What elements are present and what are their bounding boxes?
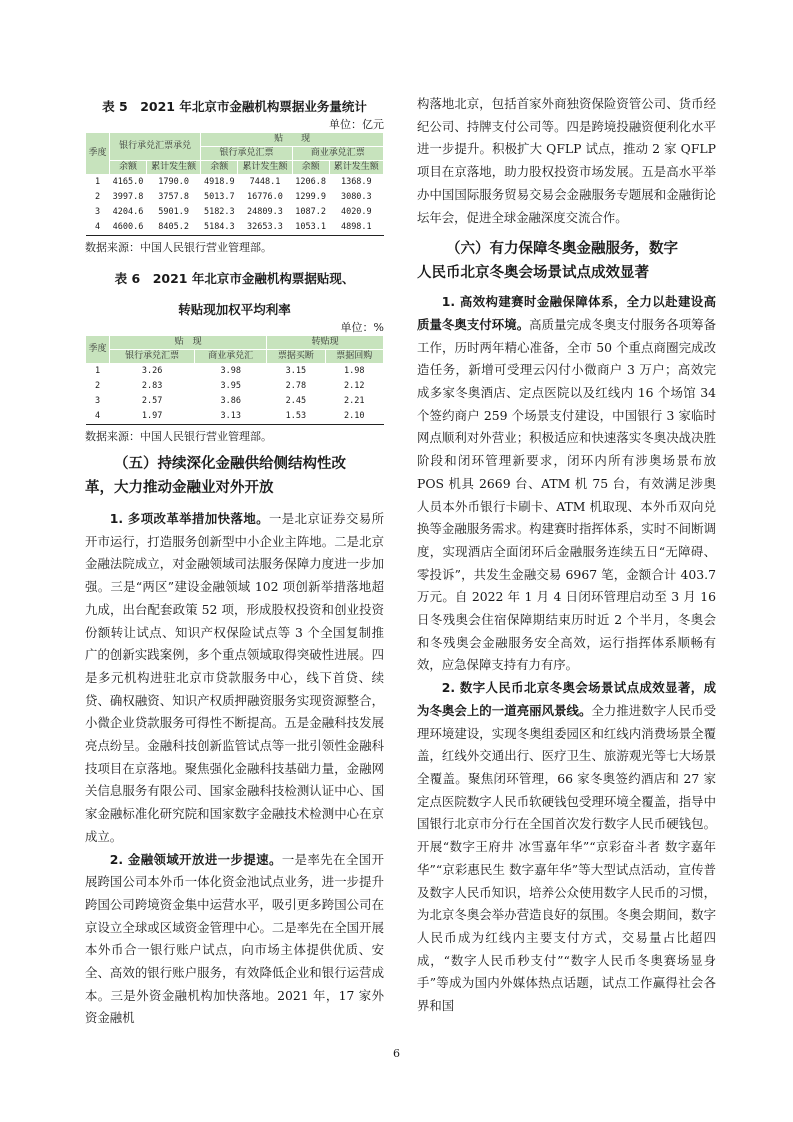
table-cell: 1.97 xyxy=(141,411,163,421)
table5-header-discount: 贴 现 xyxy=(201,133,384,147)
table-cell: 4165.0 xyxy=(112,177,144,187)
section5-heading xyxy=(85,452,384,500)
table6-source: 数据来源：中国人民银行营业管理部。 xyxy=(85,430,272,443)
paragraph-lead: 1. 多项改革举措加快落地。 xyxy=(109,511,269,526)
table5-sub-cumulative: 累计发生额 xyxy=(238,161,292,175)
table-cell: 1299.9 xyxy=(295,192,326,202)
table-cell: 1368.9 xyxy=(340,177,372,187)
section5-heading-line2: 革，大力推动金融业对外开放 xyxy=(85,480,274,496)
paragraph-text: 一是北京证券交易所开市运行，打造服务创新型中小企业主阵地。二是北京金融法院成立，对金融领域司法服务保障力度进一步加强。三是“两区”建设金融领域 102 项创新举措落地超九成，出台配套政策 52 项，形成股权投资和创业投资份额转让试点、知识产权保险试点等 3 个全国复制推广的创新实践案例，多个重点领域取得突破性进展。四是多元机构进驻北京市贷款服务中心，线下首贷、续贷、确权融资、知识产权质押融资服务实现资源整合，小微企业贷款服务可得性不断提高。五是金融科技发展亮点纷呈。金融科技创新监管试点等一批引领性金融科技项目在京落地。聚焦强化金融科技基础力量，金融网关信息服务有限公司、国家金融科技检测认证中心、国家金融标准化研究院和国家数字金融技术检测中心在京成立。 xyxy=(85,511,384,844)
table-cell: 1.53 xyxy=(285,411,307,421)
section5-heading-line1: （五）持续深化金融供给侧结构性改 xyxy=(114,456,346,472)
right-column xyxy=(417,93,716,1018)
table-row xyxy=(86,409,384,425)
table-row xyxy=(86,175,384,191)
table-cell: 2 xyxy=(94,381,101,391)
table-cell: 1.98 xyxy=(344,366,365,376)
paragraph-financial-opening xyxy=(85,849,384,1031)
table-cell: 4 xyxy=(94,411,101,421)
table6-sub-buyout: 票据买断 xyxy=(267,350,325,364)
table-cell: 4 xyxy=(94,222,101,232)
table-cell: 4204.6 xyxy=(112,207,144,217)
table-cell: 5901.9 xyxy=(158,207,190,217)
table6-sub-commercial-bill: 商业承兑汇 xyxy=(195,350,267,364)
paragraph-lead: 2. 数字人民币北京冬奥会场景试点成效显著，成为冬奥会上的一道亮丽风景线。 xyxy=(417,680,716,718)
table-cell: 1206.8 xyxy=(295,177,326,187)
table6-title-line2: 转贴现加权平均利率 xyxy=(178,302,291,317)
table5-sub-cumulative: 累计发生额 xyxy=(147,161,201,175)
table-cell: 4918.9 xyxy=(203,177,235,187)
table-cell: 2.83 xyxy=(141,381,163,391)
table-cell: 8405.2 xyxy=(158,222,190,232)
table5-block xyxy=(85,98,384,255)
table-cell: 5013.7 xyxy=(203,192,235,202)
table-cell: 1 xyxy=(94,177,101,187)
table5-sub-cumulative: 累计发生额 xyxy=(329,161,383,175)
paragraph-text: 全力推进数字人民币受理环境建设，实现冬奥组委园区和红线内消费场景全覆盖，红线外交通出行、医疗卫生、旅游观光等七大场景全覆盖。聚焦闭环管理，66 家冬奥签约酒店和 27 家定点医院数字人民币软硬钱包受理环境全覆盖，指导中国银行北京市分行在全国首次发行数字人民币硬钱包。开展“数字王府井 冰雪嘉年华”“京彩奋斗者 数字嘉年华”“京彩惠民生 数字嘉年华”等大型试点活动，宣传普及数字人民币知识，培养公众使用数字人民币的习惯，为北京冬奥会举办营造良好的氛围。冬奥会期间，数字人民币成为红线内主要支付方式，交易量占比超四成，“数字人民币秒支付”“数字人民币冬奥赛场显身手”等成为国内外媒体热点话题，试点工作赢得社会各界和国 xyxy=(417,702,717,1014)
table6-sub-repo: 票据回购 xyxy=(325,350,383,364)
table5-sub-balance: 余额 xyxy=(201,161,238,175)
table-cell: 2.12 xyxy=(344,381,365,391)
table-cell: 3757.8 xyxy=(158,192,190,202)
table6-header-discount: 贴 现 xyxy=(110,336,267,350)
table5-header-commercial-bill: 商业承兑汇票 xyxy=(292,147,383,161)
section6-heading xyxy=(417,237,716,285)
table5-source: 数据来源：中国人民银行营业管理部。 xyxy=(85,241,272,254)
table6-sub-bank-bill: 银行承兑汇票 xyxy=(110,350,195,364)
table5-header-bank-bill: 银行承兑汇票 xyxy=(201,147,292,161)
table-row xyxy=(86,190,384,205)
table-cell: 7448.1 xyxy=(249,177,281,187)
table5-sub-balance: 余额 xyxy=(110,161,147,175)
table-cell: 3.13 xyxy=(220,411,241,421)
paragraph-text: 一是率先在全国开展跨国公司本外币一体化资金池试点业务，进一步提升跨国公司跨境资金集中运营水平，吸引更多跨国公司在京设立全球或区域资金管理中心。二是率先在全国开展本外币合一银行账户试点，向市场主体提供优质、安全、高效的银行账户服务，有效降低企业和银行运营成本。三是外资金融机构加快落地。2021 年，17 家外资金融机 xyxy=(85,851,384,1026)
table-cell: 32653.3 xyxy=(247,222,283,232)
table-row xyxy=(86,220,384,236)
paragraph-continued: 构落地北京，包括首家外商独资保险资管公司、货币经纪公司、持牌支付公司等。四是跨境投融资便利化水平进一步提升。积极扩大 QFLP 试点，推动 2 家 QFLP 项目在京落地，助力股权投资市场发展。五是高水平举办中国国际服务贸易交易会金融服务专题展和金融街论坛年会，促进全球金融深度交流合作。 xyxy=(417,96,716,225)
table-cell: 1 xyxy=(94,366,101,376)
paragraph-olympic-payment xyxy=(417,291,716,677)
table-cell: 4020.9 xyxy=(340,207,372,217)
table-cell: 2.78 xyxy=(285,381,307,391)
paragraph-lead: 1. 高效构建赛时金融保障体系，全力以赴建设高质量冬奥支付环境。 xyxy=(417,294,716,332)
table-cell: 5184.3 xyxy=(203,222,235,232)
table5-unit: 单位：亿元 xyxy=(329,118,384,131)
table-cell: 2.21 xyxy=(344,396,365,406)
table-cell: 5182.3 xyxy=(203,207,235,217)
table6 xyxy=(85,335,384,425)
table5 xyxy=(85,132,384,236)
paragraph-text: 高质量完成冬奥支付服务各项筹备工作，历时两年精心准备，全市 50 个重点商圈完成改造任务，新增可受理云闪付小微商户 3 万户；高效完成多家冬奥酒店、定点医院以及红线内 16 个场馆 34 个签约商户 259 个场景支付建设，中国银行 3 家临时网点顺利对外营业；积极适应和快速落实冬奥决战决胜阶段和闭环管理新要求，闭环内所有涉奥场景布放 POS 机具 2669 台、ATM 机 75 台，有效满足涉奥人员本外币银行卡刷卡、ATM 机取现、本外币双向兑换等金融服务需求。构建赛时指挥体系，实时不间断调度，实现酒店全面闭环后金融服务连续五日“无障碍、零投诉”，共发生金融交易 6967 笔，金额合计 403.7 万元。自 2022 年 1 月 4 日闭环管理启动至 3 月 16 日冬残奥会住宿保障期结束历时近 2 个半月，冬奥会和冬残奥会金融服务安全高效，运行指挥体系顺畅有效，应急保障支持有力有序。 xyxy=(417,316,717,673)
table-cell: 2.45 xyxy=(285,396,307,406)
paragraph-lead: 2. 金融领域开放进一步提速。 xyxy=(109,851,282,867)
table-row xyxy=(86,364,384,380)
table5-header-quarter: 季度 xyxy=(86,133,110,175)
table-row xyxy=(86,394,384,409)
table-cell: 1087.2 xyxy=(295,207,326,217)
table-cell: 3.98 xyxy=(220,366,241,376)
left-column xyxy=(85,96,384,1030)
table-cell: 4600.6 xyxy=(112,222,144,232)
table5-sub-balance: 余额 xyxy=(292,161,329,175)
table6-unit: 单位：% xyxy=(340,321,384,334)
table-cell: 3.26 xyxy=(141,366,163,376)
table-cell: 2.10 xyxy=(344,411,365,421)
table-cell: 4898.1 xyxy=(340,222,372,232)
table5-header-bank-accept: 银行承兑汇票承兑 xyxy=(110,133,201,161)
table-cell: 16776.0 xyxy=(247,192,283,202)
table-row xyxy=(86,379,384,394)
table6-header-rediscount: 转贴现 xyxy=(267,336,384,350)
section6-heading-line1: （六）有力保障冬奥金融服务，数字 xyxy=(446,241,678,258)
paragraph-reform-measures xyxy=(85,508,384,849)
table-cell: 1790.0 xyxy=(158,177,190,187)
table-cell: 3.86 xyxy=(220,396,241,406)
table6-block xyxy=(85,270,384,444)
table6-header-quarter: 季度 xyxy=(86,336,110,364)
section6-heading-line2: 人民币北京冬奥会场景试点成效显著 xyxy=(417,265,649,282)
table-cell: 24809.3 xyxy=(247,207,283,217)
table-cell: 3997.8 xyxy=(112,192,144,202)
table-cell: 3.15 xyxy=(285,366,307,376)
table-cell: 3080.3 xyxy=(340,192,372,202)
table-cell: 1053.1 xyxy=(295,222,326,232)
table-cell: 3.95 xyxy=(220,381,241,391)
table-cell: 3 xyxy=(94,396,101,406)
table6-title-line1: 表 6 2021 年北京市金融机构票据贴现、 xyxy=(114,271,355,286)
page-number: 6 xyxy=(393,1047,400,1060)
table-row xyxy=(86,205,384,220)
table5-title: 表 5 2021 年北京市金融机构票据业务量统计 xyxy=(102,99,367,114)
table-cell: 3 xyxy=(94,207,101,217)
table-cell: 2.57 xyxy=(141,396,163,406)
table-cell: 2 xyxy=(94,192,101,202)
paragraph-digital-rmb xyxy=(417,677,716,1018)
